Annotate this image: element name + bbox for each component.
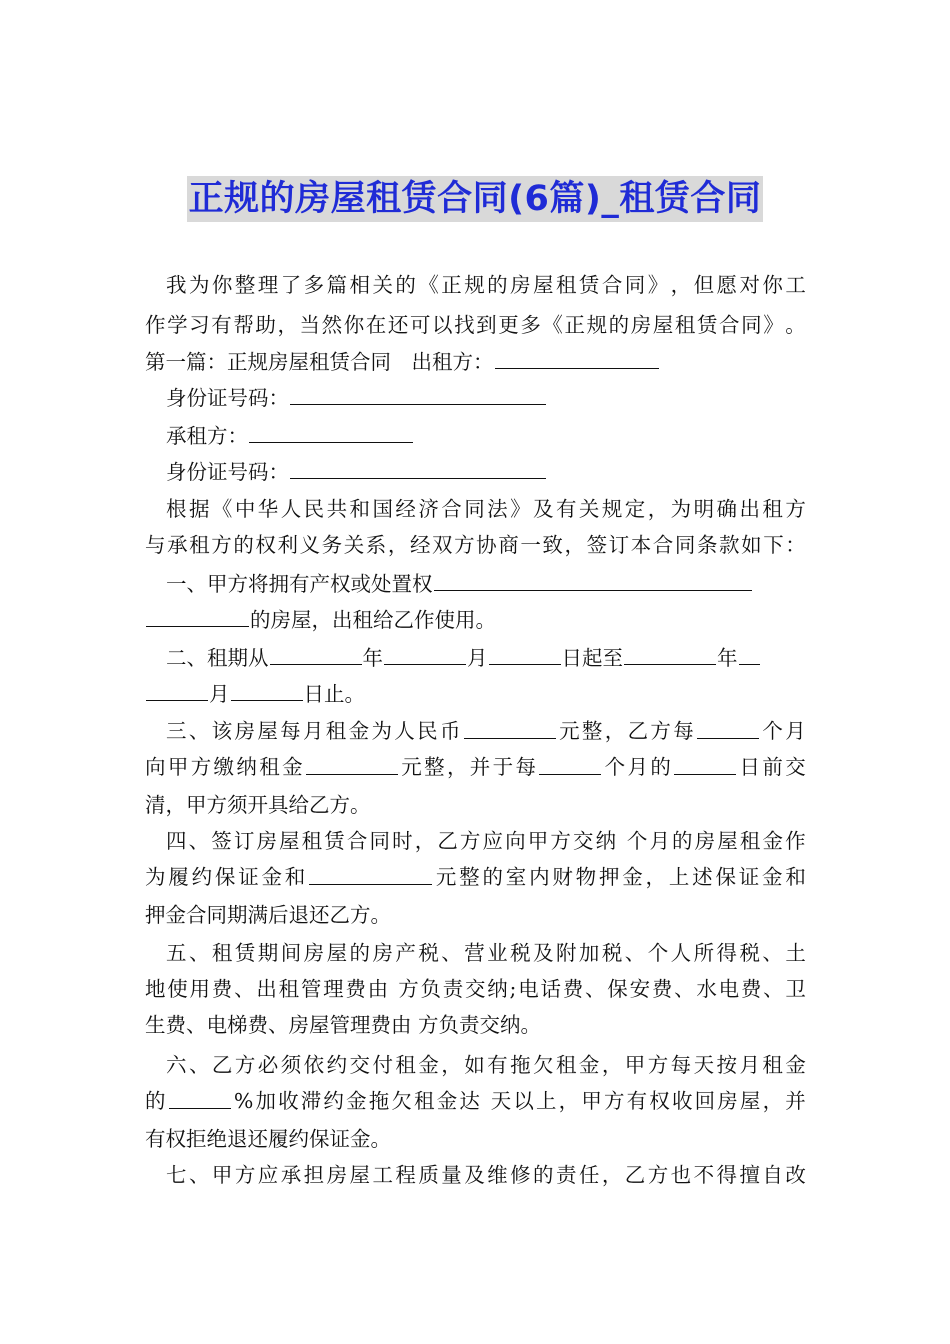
fill-in-blank — [464, 716, 556, 739]
paragraph-line: 第一篇：正规房屋租赁合同 出租方： — [145, 346, 660, 377]
paragraph-line: 四 、 签 订 房 屋 租 赁 合 同 时 ， 乙 方 应 向 甲 方 交 纳 个 月 的 房 屋 租 金 作 — [166, 829, 806, 853]
fill-in-blank — [306, 752, 398, 775]
fill-in-blank — [624, 642, 716, 665]
fill-in-blank — [434, 568, 752, 591]
paragraph-line: 六 、 乙 方 必 须 依 约 交 付 租 金 ， 如 有 拖 欠 租 金 ， 甲 方 每 天 按 月 租 金 — [166, 1053, 806, 1077]
paragraph-line: 身份证号码： — [166, 382, 547, 413]
document-title: 正规的房屋租赁合同(6篇)_租赁合同 — [187, 176, 764, 222]
paragraph-line: 清，甲方须开具给乙方。 — [145, 793, 371, 817]
paragraph-line: 五 、 租 赁 期 间 房 屋 的 房 产 税 、 营 业 税 及 附 加 税 、 个 人 所 得 税 、 土 — [166, 941, 806, 965]
fill-in-blank — [290, 382, 546, 405]
paragraph-line: 向 甲 方 缴 纳 租 金 元 整 ， 并 于 每 个 月 的 日 前 交 — [145, 752, 806, 782]
paragraph-line: 月 日止。 — [145, 678, 365, 709]
fill-in-blank — [495, 346, 659, 369]
fill-in-blank — [384, 642, 466, 665]
title-wrapper — [0, 176, 950, 222]
paragraph-line: 我 为 你 整 理 了 多 篇 相 关 的 《 正 规 的 房 屋 租 赁 合 同 》 ， 但 愿 对 你 工 — [166, 273, 806, 297]
paragraph-line: 与 承 租 方 的 权 利 义 务 关 系 ， 经 双 方 协 商 一 致 ， 签 订 本 合 同 条 款 如 下 ： — [145, 533, 806, 557]
fill-in-blank — [697, 716, 759, 739]
paragraph-line: 作 学 习 有 帮 助 ， 当 然 你 在 还 可 以 找 到 更 多 《 正 规 的 房 屋 租 赁 合 同 》 。 — [145, 313, 806, 337]
fill-in-blank — [674, 752, 736, 775]
fill-in-blank — [309, 862, 432, 885]
fill-in-blank — [249, 420, 413, 443]
paragraph-line: 根 据 《 中 华 人 民 共 和 国 经 济 合 同 法 》 及 有 关 规 定 ， 为 明 确 出 租 方 — [166, 497, 806, 521]
fill-in-blank — [146, 678, 208, 701]
paragraph-line: 地 使 用 费 、 出 租 管 理 费 由 方 负 责 交 纳 ; 电 话 费 、 保 安 费 、 水 电 费 、 卫 — [145, 977, 806, 1001]
paragraph-line: 为 履 约 保 证 金 和 元 整 的 室 内 财 物 押 金 ， 上 述 保 证 金 和 — [145, 862, 806, 892]
fill-in-blank — [290, 456, 546, 479]
fill-in-blank — [489, 642, 561, 665]
paragraph-line: 的房屋，出租给乙作使用。 — [145, 604, 496, 635]
paragraph-line: 身份证号码： — [166, 456, 547, 487]
paragraph-line: 七 、 甲 方 应 承 担 房 屋 工 程 质 量 及 维 修 的 责 任 ， 乙 方 也 不 得 擅 自 改 — [166, 1163, 806, 1187]
paragraph-line: 的 % 加 收 滞 约 金 拖 欠 租 金 达 天 以 上 ， 甲 方 有 权 收 回 房 屋 ， 并 — [145, 1086, 806, 1116]
paragraph-line: 承租方： — [166, 420, 414, 451]
fill-in-blank — [739, 642, 760, 665]
paragraph-line: 二、租期从 年 月 日起至 年 — [166, 642, 761, 673]
fill-in-blank — [146, 604, 249, 627]
paragraph-line: 有权拒绝退还履约保证金。 — [145, 1127, 391, 1151]
fill-in-blank — [539, 752, 601, 775]
paragraph-line: 一、甲方将拥有产权或处置权 — [166, 568, 753, 599]
fill-in-blank — [231, 678, 303, 701]
paragraph-line: 押金合同期满后退还乙方。 — [145, 903, 391, 927]
fill-in-blank — [270, 642, 362, 665]
paragraph-line: 三 、 该 房 屋 每 月 租 金 为 人 民 币 元 整 ， 乙 方 每 个 月 — [166, 716, 806, 746]
fill-in-blank — [169, 1086, 231, 1109]
paragraph-line: 生费、电梯费、房屋管理费由 方负责交纳。 — [145, 1013, 542, 1037]
